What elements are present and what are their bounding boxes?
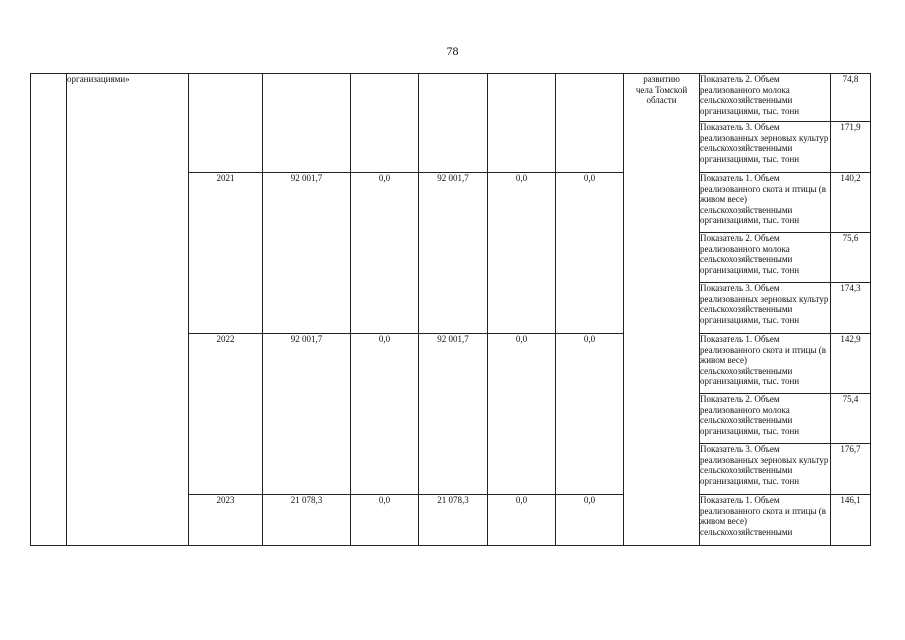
indicator-value-cell: 140,2 bbox=[831, 173, 871, 233]
table-row bbox=[31, 74, 871, 122]
local-budget-cell: 0,0 bbox=[488, 334, 556, 495]
local-budget-cell: 0,0 bbox=[488, 495, 556, 546]
indicator-name-cell: Показатель 3. Объем реализованных зерновых культур сельскохозяйственными организациями, тыс. тонн bbox=[700, 444, 831, 495]
indicator-value-cell: 75,4 bbox=[831, 394, 871, 444]
other-sources-cell: 0,0 bbox=[556, 173, 624, 334]
other-sources-cell: 0,0 bbox=[556, 334, 624, 495]
indicator-name-cell: Показатель 2. Объем реализованного молока сельскохозяйственными организациями, тыс. тонн bbox=[700, 233, 831, 283]
other-sources-cell bbox=[556, 74, 624, 173]
indicator-value-cell: 171,9 bbox=[831, 122, 871, 173]
indicator-name-cell: Показатель 1. Объем реализованного скота и птицы (в живом весе) сельскохозяйственными организациями, тыс. тонн bbox=[700, 173, 831, 233]
program-table bbox=[30, 73, 871, 546]
regional-budget-cell: 92 001,7 bbox=[419, 173, 488, 334]
regional-budget-cell: 92 001,7 bbox=[419, 334, 488, 495]
indicator-name-cell: Показатель 1. Объем реализованного скота и птицы (в живом весе) сельскохозяйственными организациями, тыс. тонн bbox=[700, 334, 831, 394]
responsible-executor-cell: развитию чела Томской области bbox=[624, 74, 700, 546]
federal-budget-cell bbox=[351, 74, 419, 173]
total-funding-cell: 21 078,3 bbox=[263, 495, 351, 546]
year-cell: 2023 bbox=[189, 495, 263, 546]
indicator-value-cell: 74,8 bbox=[831, 74, 871, 122]
local-budget-cell bbox=[488, 74, 556, 173]
indicator-value-cell: 146,1 bbox=[831, 495, 871, 546]
federal-budget-cell: 0,0 bbox=[351, 173, 419, 334]
local-budget-cell: 0,0 bbox=[488, 173, 556, 334]
row-number-cell bbox=[31, 74, 67, 546]
regional-budget-cell: 21 078,3 bbox=[419, 495, 488, 546]
indicator-name-cell: Показатель 3. Объем реализованных зерновых культур сельскохозяйственными организациями, тыс. тонн bbox=[700, 122, 831, 173]
year-cell: 2022 bbox=[189, 334, 263, 495]
other-sources-cell: 0,0 bbox=[556, 495, 624, 546]
total-funding-cell: 92 001,7 bbox=[263, 334, 351, 495]
indicator-name-cell: Показатель 3. Объем реализованных зерновых культур сельскохозяйственными организациями, тыс. тонн bbox=[700, 283, 831, 334]
year-cell bbox=[189, 74, 263, 173]
indicator-name-cell: Показатель 1. Объем реализованного скота и птицы (в живом весе) сельскохозяйственными bbox=[700, 495, 831, 546]
indicator-value-cell: 174,3 bbox=[831, 283, 871, 334]
indicator-value-cell: 142,9 bbox=[831, 334, 871, 394]
page-number: 78 bbox=[446, 44, 459, 58]
federal-budget-cell: 0,0 bbox=[351, 334, 419, 495]
total-funding-cell: 92 001,7 bbox=[263, 173, 351, 334]
year-cell: 2021 bbox=[189, 173, 263, 334]
indicator-name-cell: Показатель 2. Объем реализованного молока сельскохозяйственными организациями, тыс. тонн bbox=[700, 74, 831, 122]
event-description-cell: организациями» bbox=[67, 74, 189, 546]
indicator-value-cell: 176,7 bbox=[831, 444, 871, 495]
indicator-name-cell: Показатель 2. Объем реализованного молока сельскохозяйственными организациями, тыс. тонн bbox=[700, 394, 831, 444]
regional-budget-cell bbox=[419, 74, 488, 173]
total-funding-cell bbox=[263, 74, 351, 173]
indicator-value-cell: 75,6 bbox=[831, 233, 871, 283]
federal-budget-cell: 0,0 bbox=[351, 495, 419, 546]
